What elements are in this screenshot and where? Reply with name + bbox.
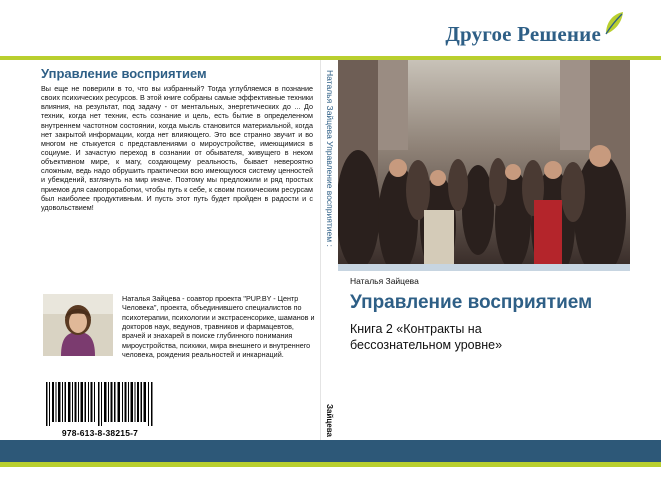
publisher-logo <box>445 10 625 47</box>
author-bio: Наталья Зайцева - соавтор проекта "PUP.BY - Центр Человека", проекта, объединившего специалистов по психотерапии, психологии и экстрасенсорике, шаманов и докторов наук, ведунов, травников и фармацевтов, врачей и знахарей в поиске глубинного понимания мироустройства, психики, мира внешнего и внутреннего человека, рождения реальностей и инкарнаций. <box>122 294 315 360</box>
footer-accent-stripe <box>0 462 661 467</box>
front-cover-band <box>338 264 630 271</box>
publisher-name: Другое Решение <box>445 22 601 46</box>
leaf-logo-icon <box>603 10 625 41</box>
spine-author: Зайцева <box>325 404 334 438</box>
front-cover-title: Управление восприятием <box>350 292 593 313</box>
spine-title: Наталья Зайцева Управление восприятием : <box>325 70 335 247</box>
front-cover-subtitle: Книга 2 «Контракты на бессознательном уровне» <box>350 322 503 352</box>
front-cover-author: Наталья Зайцева <box>350 276 419 286</box>
back-cover-blurb: Вы еще не поверили в то, что вы избранный? Тогда углубляемся в познание своих психических ресурсов. В этой книге собраны самые эффективные техники влияния, на результат, под задачу - от ментальных, энергетических до ... До техник, когда нет техник, есть сознание и цель, есть бытие в определенном внутреннем частотном состоянии, когда мысль становится материальной, когда нет закрытой информации, когда нет влияющего. Это все странно звучит и во многом не стыкуется с представлениями о мироустройстве, имеющимися в социуме. И зачастую переход в сознании от обывателя, живущего в неком объективном мире, к магу, создающему реальность, бывает невероятно сложным, ведь надо обрушить практически всю имеющуюся систему ценностей и убеждений, взглянуть на мир иначе. Поэтому мы предложили и ряд простых приемов для самопроработки, чтобы путь к себе, к своим психическим ресурсам был наиболее продуктивным. И пусть этот путь будет пройден в радости и с удовольствием! <box>41 84 313 212</box>
back-cover-title: Управление восприятием <box>41 66 207 81</box>
book-spine <box>320 60 340 440</box>
isbn-number: 978-613-8-38215-7 <box>61 428 139 438</box>
front-cover <box>338 60 630 440</box>
crowd-street-photo <box>338 60 630 264</box>
back-cover <box>31 60 320 440</box>
barcode <box>44 382 156 426</box>
publisher-header <box>0 0 661 56</box>
footer-band <box>0 440 661 462</box>
author-photo <box>43 294 113 356</box>
